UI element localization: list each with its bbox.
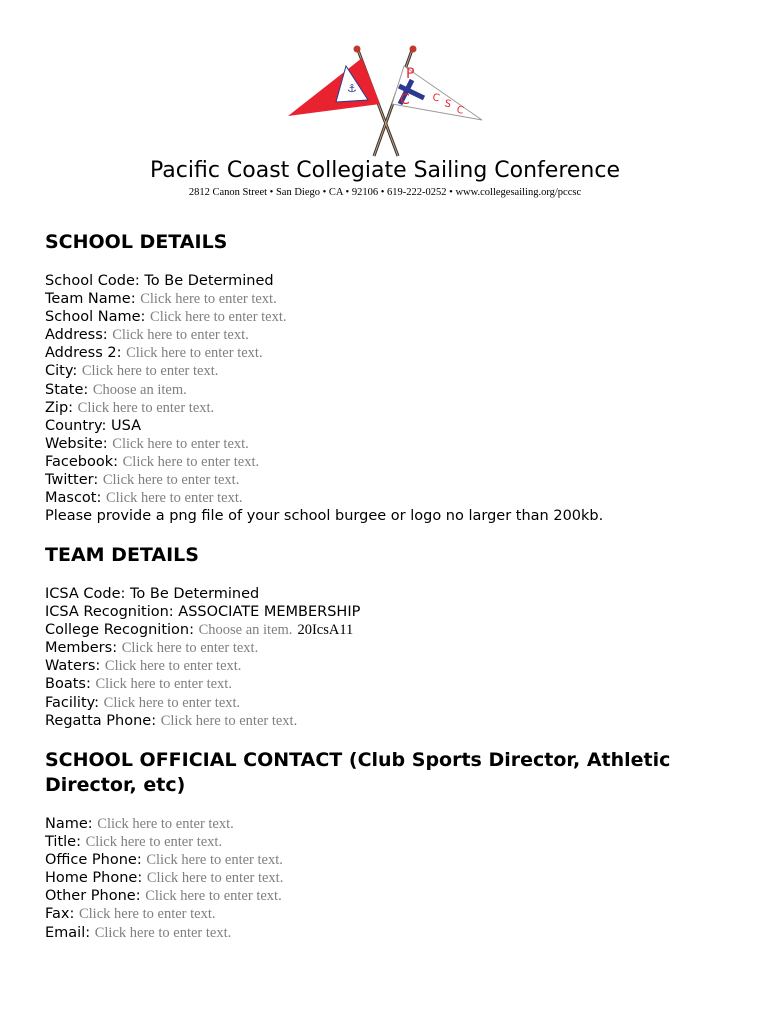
field-school-name: School Name: Click here to enter text. — [45, 309, 287, 326]
field-email: Email: Click here to enter text. — [45, 924, 232, 941]
pennant-letter-p: P — [406, 66, 415, 82]
field-icsa-recognition: ICSA Recognition: ASSOCIATE MEMBERSHIP — [45, 604, 361, 621]
team-details-heading: TEAM DETAILS — [45, 544, 199, 566]
field-other-phone: Other Phone: Click here to enter text. — [45, 888, 282, 905]
official-title-input[interactable]: Click here to enter text. — [85, 834, 223, 851]
mascot-input[interactable]: Click here to enter text. — [105, 490, 243, 507]
waters-input[interactable]: Click here to enter text. — [104, 658, 242, 675]
zip-input[interactable]: Click here to enter text. — [77, 399, 215, 416]
red-burgee-emblem: ⚓ — [347, 82, 357, 95]
address-2-input[interactable]: Click here to enter text. — [126, 345, 263, 362]
office-phone-input[interactable]: Click here to enter text. — [146, 852, 283, 869]
field-address-2: Address 2: Click here to enter text. — [45, 345, 263, 362]
college-recognition-extra: 20IcsA11 — [297, 622, 354, 639]
city-input[interactable]: Click here to enter text. — [81, 363, 219, 380]
facility-input[interactable]: Click here to enter text. — [103, 694, 241, 711]
icsa-code-value: To Be Determined — [130, 586, 260, 602]
school-details-fields — [45, 272, 603, 525]
school-code-value: To Be Determined — [144, 273, 274, 289]
official-name-input[interactable]: Click here to enter text. — [97, 816, 234, 832]
field-official-name: Name: Click here to enter text. — [45, 816, 234, 832]
field-facility: Facility: Click here to enter text. — [45, 694, 241, 711]
field-zip: Zip: Click here to enter text. — [45, 399, 215, 416]
regatta-phone-input[interactable]: Click here to enter text. — [160, 712, 298, 729]
logo-pole-tip-right — [410, 46, 417, 53]
organization-name: Pacific Coast Collegiate Sailing Conference — [150, 158, 620, 183]
website-input[interactable]: Click here to enter text. — [112, 435, 249, 452]
field-fax: Fax: Click here to enter text. — [45, 906, 216, 923]
official-contact-heading-line1: SCHOOL OFFICIAL CONTACT (Club Sports Director, Athletic — [45, 749, 671, 771]
field-address: Address: Click here to enter text. — [45, 327, 249, 344]
field-city: City: Click here to enter text. — [45, 363, 219, 380]
pennant-letter-c2: C — [431, 92, 441, 105]
field-school-code: School Code: To Be Determined — [45, 273, 274, 289]
field-office-phone: Office Phone: Click here to enter text. — [45, 852, 283, 869]
team-name-input[interactable]: Click here to enter text. — [140, 291, 277, 308]
school-name-input[interactable]: Click here to enter text. — [150, 309, 287, 326]
official-contact-heading — [45, 748, 670, 798]
field-mascot: Mascot: Click here to enter text. — [45, 490, 243, 507]
field-team-name: Team Name: Click here to enter text. — [45, 291, 277, 308]
pennant-letter-s: S — [443, 98, 453, 111]
field-boats: Boats: Click here to enter text. — [45, 676, 232, 693]
logo-pole-tip-left — [354, 46, 361, 53]
country-value: USA — [111, 417, 142, 434]
field-official-title: Title: Click here to enter text. — [45, 834, 223, 851]
field-regatta-phone: Regatta Phone: Click here to enter text. — [45, 712, 298, 729]
team-details-fields — [45, 585, 360, 730]
facebook-input[interactable]: Click here to enter text. — [122, 453, 260, 470]
field-icsa-code: ICSA Code: To Be Determined — [45, 586, 260, 602]
field-twitter: Twitter: Click here to enter text. — [45, 472, 240, 489]
field-state: State: Choose an item. — [45, 381, 187, 398]
field-waters: Waters: Click here to enter text. — [45, 658, 242, 675]
college-recognition-select[interactable]: Choose an item. — [198, 622, 293, 639]
other-phone-input[interactable]: Click here to enter text. — [145, 888, 282, 905]
boats-input[interactable]: Click here to enter text. — [95, 676, 232, 693]
pennant-letter-c3: C — [455, 104, 465, 117]
field-facebook: Facebook: Click here to enter text. — [45, 453, 260, 470]
official-contact-fields — [45, 815, 283, 942]
field-college-recognition: College Recognition: Choose an item. 20IcsA11 — [45, 622, 354, 639]
organization-address: 2812 Canon Street • San Diego • CA • 92106 • 619-222-0252 • www.collegesailing.org/pccsc — [188, 187, 582, 198]
field-country: Country: USA — [45, 417, 142, 434]
fax-input[interactable]: Click here to enter text. — [78, 906, 216, 923]
burgee-upload-note: Please provide a png file of your school burgee or logo no larger than 200kb. — [45, 508, 604, 525]
email-input[interactable]: Click here to enter text. — [94, 924, 232, 941]
red-burgee-flag — [288, 58, 380, 116]
school-details-heading: SCHOOL DETAILS — [45, 231, 228, 253]
pccsc-logo — [286, 42, 486, 160]
state-select[interactable]: Choose an item. — [92, 381, 187, 398]
twitter-input[interactable]: Click here to enter text. — [102, 472, 240, 489]
field-website: Website: Click here to enter text. — [45, 435, 249, 452]
field-members: Members: Click here to enter text. — [45, 640, 259, 657]
pennant-letter-c1: C — [400, 92, 410, 108]
home-phone-input[interactable]: Click here to enter text. — [146, 870, 284, 887]
icsa-recognition-value: ASSOCIATE MEMBERSHIP — [178, 604, 361, 621]
members-input[interactable]: Click here to enter text. — [121, 640, 259, 657]
address-input[interactable]: Click here to enter text. — [112, 327, 249, 344]
field-home-phone: Home Phone: Click here to enter text. — [45, 870, 284, 887]
official-contact-heading-line2: Director, etc) — [45, 774, 186, 796]
